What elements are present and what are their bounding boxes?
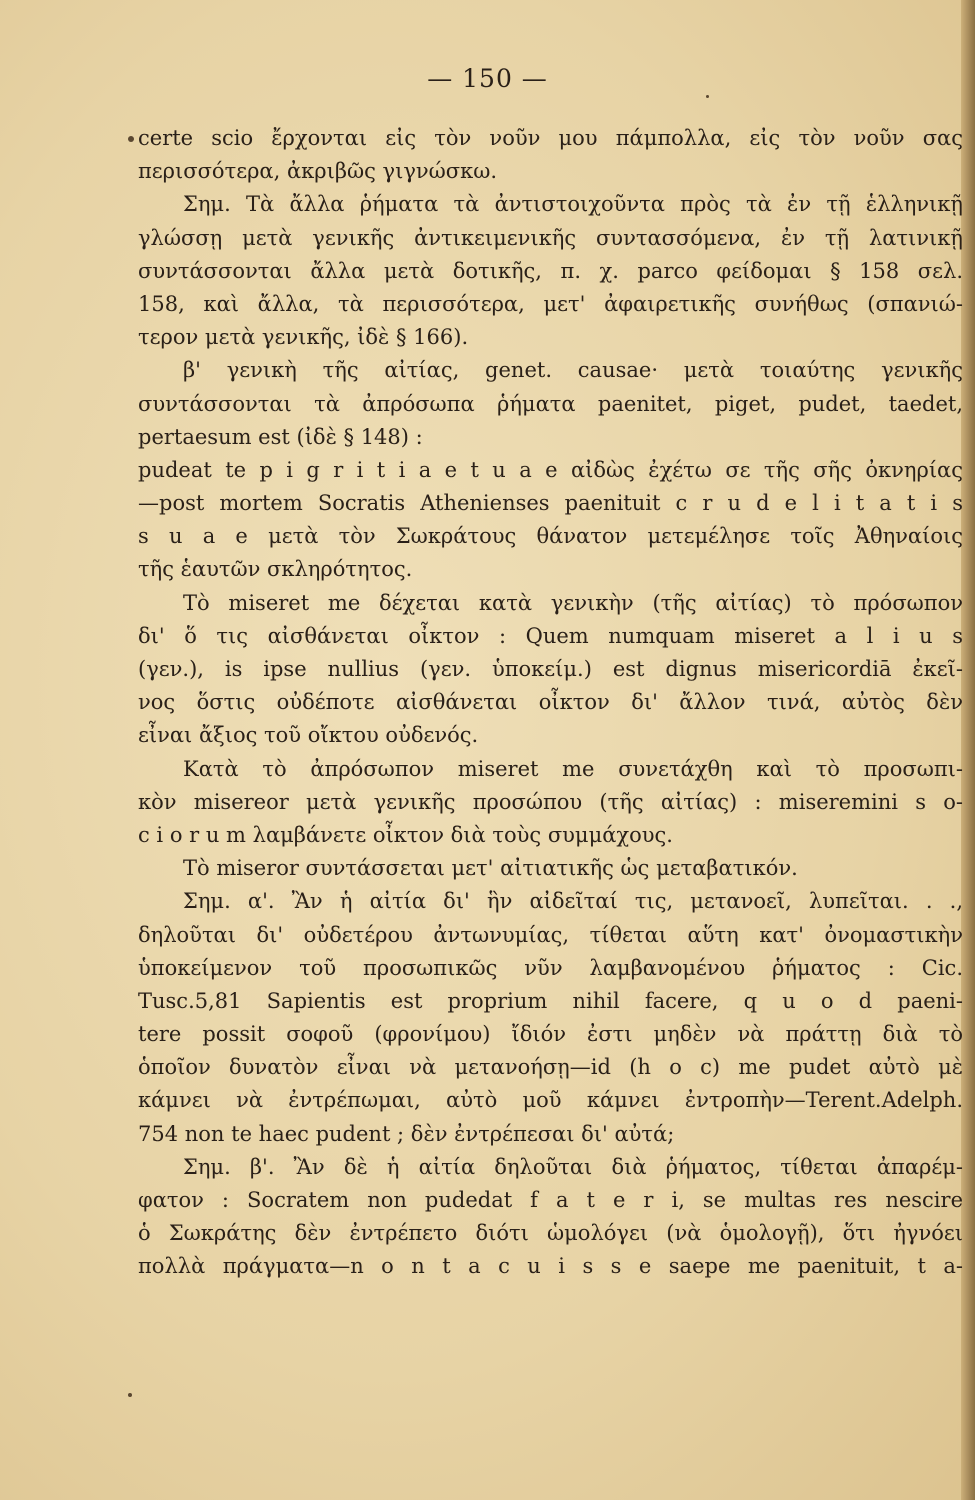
text-line: Τὸ miseret me δέχεται κατὰ γενικὴν (τῆς αἰτίας) τὸ πρόσωπον: [183, 590, 963, 615]
text-line: συντάσσονται τὰ ἀπρόσωπα ῥήματα paenitet, piget, pudet, taedet,: [138, 391, 963, 416]
text-line: (γεν.), is ipse nullius (γεν. ὑποκείμ.) est dignus misericordiā ἐκεῖ-: [138, 657, 963, 681]
text-line: β' γενικὴ τῆς αἰτίας, genet. causae· μετὰ τοιαύτης γενικῆς: [183, 358, 963, 383]
text-line: δηλοῦται δι' οὐδετέρου ἀντωνυμίας, τίθεται αὕτη κατ' ὀνομαστικὴν: [138, 922, 963, 947]
text-line: ὑποκείμενον τοῦ προσωπικῶς νῦν λαμβανομένου ῥήματος : Cic.: [138, 955, 963, 980]
text-line: —post mortem Socratis Athenienses paenituit c r u d e l i t a t i s: [138, 491, 963, 516]
text-line: ὁποῖον δυνατὸν εἶναι νὰ μετανοήσῃ—id (h o c) me pudet αὐτὸ μὲ: [138, 1055, 963, 1080]
page-edge: [961, 0, 975, 1500]
text-line: Τὸ miseror συντάσσεται μετ' αἰτιατικῆς ὡς μεταβατικόν.: [183, 856, 798, 881]
body-text: [138, 122, 963, 1284]
text-line: 754 non te haec pudent ; δὲν ἐντρέπεσαι δι' αὐτά;: [138, 1121, 675, 1146]
text-line: Σημ. β'. Ἂν δὲ ἡ αἰτία δηλοῦται διὰ ῥήματος, τίθεται ἀπαρέμ-: [183, 1154, 963, 1179]
text-line: εἶναι ἄξιος τοῦ οἴκτου οὐδενός.: [138, 723, 479, 748]
ink-speck: [706, 95, 709, 98]
ink-speck: [128, 1393, 132, 1397]
text-line: συντάσσονται ἄλλα μετὰ δοτικῆς, π. χ. parco φείδομαι § 158 σελ.: [138, 258, 963, 283]
text-line: Σημ. Τὰ ἄλλα ῥήματα τὰ ἀντιστοιχοῦντα πρὸς τὰ ἐν τῇ ἑλληνικῇ: [183, 192, 963, 217]
text-line: τερον μετὰ γενικῆς, ἰδὲ § 166).: [138, 325, 469, 350]
text-line: πολλὰ πράγματα—n o n t a c u i s s e saepe me paenituit, t a-: [138, 1254, 963, 1279]
text-line: pudeat te p i g r i t i a e t u a e αἰδὼς ἐχέτω σε τῆς σῆς ὀκνηρίας: [138, 457, 963, 482]
text-line: Σημ. α'. Ἂν ἡ αἰτία δι' ἣν αἰδεῖταί τις, μετανοεῖ, λυπεῖται. . .,: [183, 889, 963, 914]
text-line: κάμνει νὰ ἐντρέπωμαι, αὐτὸ μοῦ κάμνει ἐντροπὴν—Terent.Adelph.: [138, 1088, 963, 1113]
page-number: — 150 —: [427, 64, 548, 93]
text-line: ὁ Σωκράτης δὲν ἐντρέπετο διότι ὡμολόγει (νὰ ὁμολογῇ), ὅτι ἠγνόει: [138, 1221, 963, 1246]
text-line: κὸν misereor μετὰ γενικῆς προσώπου (τῆς αἰτίας) : miseremini s o-: [138, 789, 963, 814]
text-line: νος ὅστις οὐδέποτε αἰσθάνεται οἶκτον δι' ἄλλον τινά, αὐτὸς δὲν: [138, 690, 963, 715]
text-line: 158, καὶ ἄλλα, τὰ περισσότερα, μετ' ἀφαιρετικῆς συνήθως (σπανιώ-: [138, 291, 963, 316]
text-line: pertaesum est (ἰδὲ § 148) :: [138, 424, 423, 449]
text-line: γλώσσῃ μετὰ γενικῆς ἀντικειμενικῆς συντασσόμενα, ἐν τῇ λατινικῇ: [138, 225, 963, 250]
text-line: περισσότερα, ἀκριβῶς γιγνώσκω.: [138, 159, 498, 184]
text-line: c i o r u m λαμβάνετε οἶκτον διὰ τοὺς συμμάχους.: [138, 822, 673, 847]
text-line: δι' ὅ τις αἰσθάνεται οἶκτον : Quem numquam miseret a l i u s: [138, 623, 963, 648]
text-line: Κατὰ τὸ ἀπρόσωπον miseret me συνετάχθη καὶ τὸ προσωπι-: [183, 756, 963, 781]
text-line: certe scio ἔρχονται εἰς τὸν νοῦν μου πάμπολλα, εἰς τὸν νοῦν σας: [138, 126, 963, 150]
text-line: s u a e μετὰ τὸν Σωκράτους θάνατον μετεμέλησε τοῖς Ἀθηναίοις: [138, 524, 963, 549]
text-line: tere possit σοφοῦ (φρονίμου) ἴδιόν ἐστι μηδὲν νὰ πράττῃ διὰ τὸ: [138, 1022, 963, 1047]
text-line: Tusc.5,81 Sapientis est proprium nihil facere, q u o d paeni-: [138, 988, 963, 1013]
text-line: τῆς ἑαυτῶν σκληρότητος.: [138, 557, 413, 582]
text-line: φατον : Socratem non pudedat f a t e r i, se multas res nescire: [138, 1188, 963, 1212]
ink-speck: [128, 136, 134, 142]
